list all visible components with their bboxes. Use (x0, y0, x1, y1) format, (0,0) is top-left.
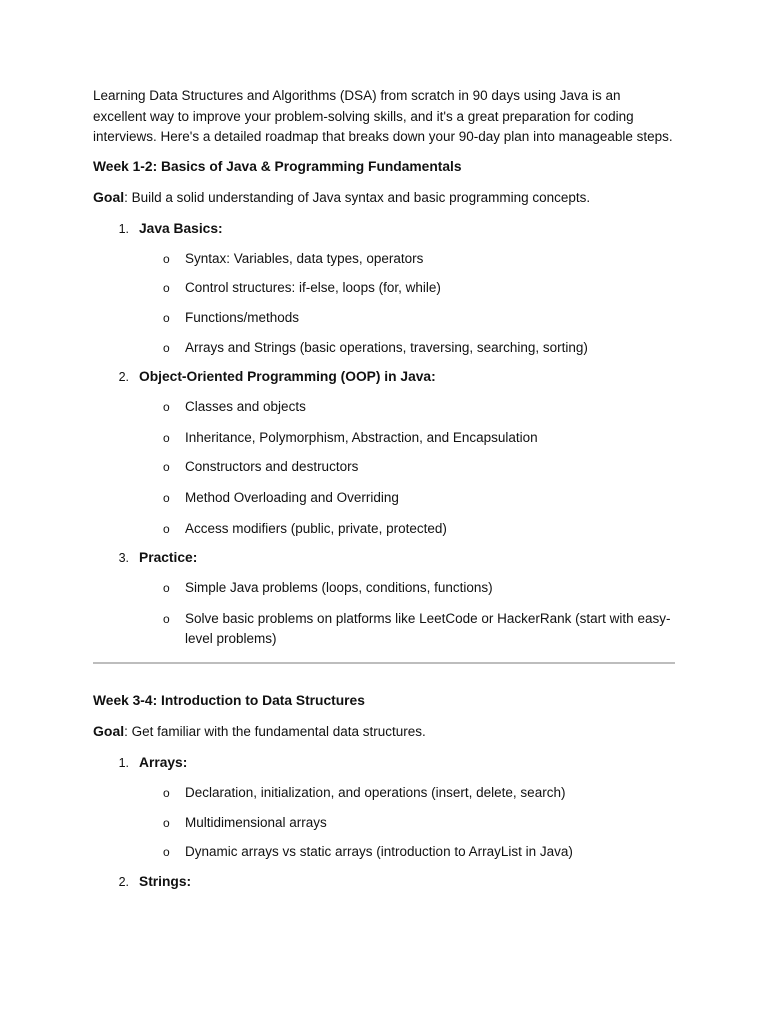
week-1-2-heading: Week 1-2: Basics of Java & Programming Fundamentals (93, 158, 462, 174)
list-item (93, 578, 675, 599)
list-item (93, 397, 675, 418)
goal-text: : Build a solid understanding of Java syntax and basic programming concepts. (124, 189, 591, 205)
week-1-2-topics (93, 219, 675, 650)
topic-number: 1. (118, 755, 129, 770)
list-item (93, 609, 675, 650)
list-item-text: Inheritance, Polymorphism, Abstraction, and Encapsulation (185, 429, 538, 445)
list-item-text: Declaration, initialization, and operations (insert, delete, search) (185, 784, 566, 800)
sub-list (93, 783, 675, 863)
list-item-text: Functions/methods (185, 309, 300, 325)
bullet-icon: o (163, 815, 170, 830)
week-3-4-goal (93, 721, 675, 742)
goal-label: Goal (93, 722, 125, 739)
list-item (93, 783, 675, 804)
bullet-icon: o (163, 430, 170, 445)
topic-item (93, 219, 675, 358)
bullet-icon: o (163, 611, 170, 626)
list-item (93, 308, 675, 329)
goal-label: Goal (93, 188, 125, 205)
sub-list (93, 249, 675, 358)
topic-item (93, 872, 675, 892)
sub-list (93, 578, 675, 650)
week-3-4-heading: Week 3-4: Introduction to Data Structures (93, 692, 365, 708)
list-item (93, 338, 675, 359)
list-item (93, 457, 675, 478)
list-item (93, 488, 675, 509)
bullet-icon: o (163, 400, 170, 415)
bullet-icon: o (163, 310, 170, 325)
topic-number: 1. (118, 221, 129, 236)
topic-label: Java Basics: (139, 220, 223, 236)
document-page (93, 86, 675, 892)
list-item (93, 428, 675, 449)
topic-number: 3. (118, 551, 129, 566)
topic-label: Object-Oriented Programming (OOP) in Java: (139, 369, 436, 385)
list-item-text: Dynamic arrays vs static arrays (introduction to ArrayList in Java) (185, 844, 573, 860)
topic-number: 2. (118, 370, 129, 385)
topic-label: Strings: (139, 873, 192, 889)
list-item-text: Multidimensional arrays (185, 814, 327, 830)
topic-label: Arrays: (139, 754, 188, 770)
bullet-icon: o (163, 845, 170, 860)
list-item-text: Arrays and Strings (basic operations, traversing, searching, sorting) (185, 339, 588, 355)
week-1-2-section (93, 157, 675, 650)
list-item-text: Method Overloading and Overriding (185, 489, 399, 505)
bullet-icon: o (163, 281, 170, 296)
list-item-text: Access modifiers (public, private, protected) (185, 520, 447, 536)
list-item-text: Constructors and destructors (185, 459, 359, 475)
bullet-icon: o (163, 460, 170, 475)
bullet-icon: o (163, 251, 170, 266)
topic-item (93, 753, 675, 863)
bullet-icon: o (163, 581, 170, 596)
topic-item (93, 548, 675, 650)
list-item (93, 842, 675, 863)
topic-number: 2. (118, 874, 129, 889)
list-item (93, 249, 675, 270)
sub-list (93, 397, 675, 539)
list-item-text: Simple Java problems (loops, conditions, functions) (185, 580, 493, 596)
week-3-4-section (93, 691, 675, 892)
list-item-text: Solve basic problems on platforms like LeetCode or HackerRank (start with easy-level problems) (185, 610, 671, 647)
list-item-text: Control structures: if-else, loops (for, while) (185, 280, 441, 296)
intro-paragraph: Learning Data Structures and Algorithms (DSA) from scratch in 90 days using Java is an excellent way to improve your problem-solving skills, and it's a great preparation for coding interviews. Here's a detailed roadmap that breaks down your 90-day plan into manageable steps. (93, 88, 673, 145)
week-3-4-topics (93, 753, 675, 892)
bullet-icon: o (163, 785, 170, 800)
list-item (93, 813, 675, 834)
list-item (93, 278, 675, 299)
section-divider (93, 662, 675, 664)
bullet-icon: o (163, 521, 170, 536)
bullet-icon: o (163, 490, 170, 505)
bullet-icon: o (163, 340, 170, 355)
list-item-text: Syntax: Variables, data types, operators (185, 250, 424, 266)
week-1-2-goal (93, 187, 675, 208)
topic-label: Practice: (139, 550, 198, 566)
list-item-text: Classes and objects (185, 399, 306, 415)
goal-text: : Get familiar with the fundamental data structures. (124, 723, 426, 739)
topic-item (93, 367, 675, 539)
list-item (93, 519, 675, 540)
